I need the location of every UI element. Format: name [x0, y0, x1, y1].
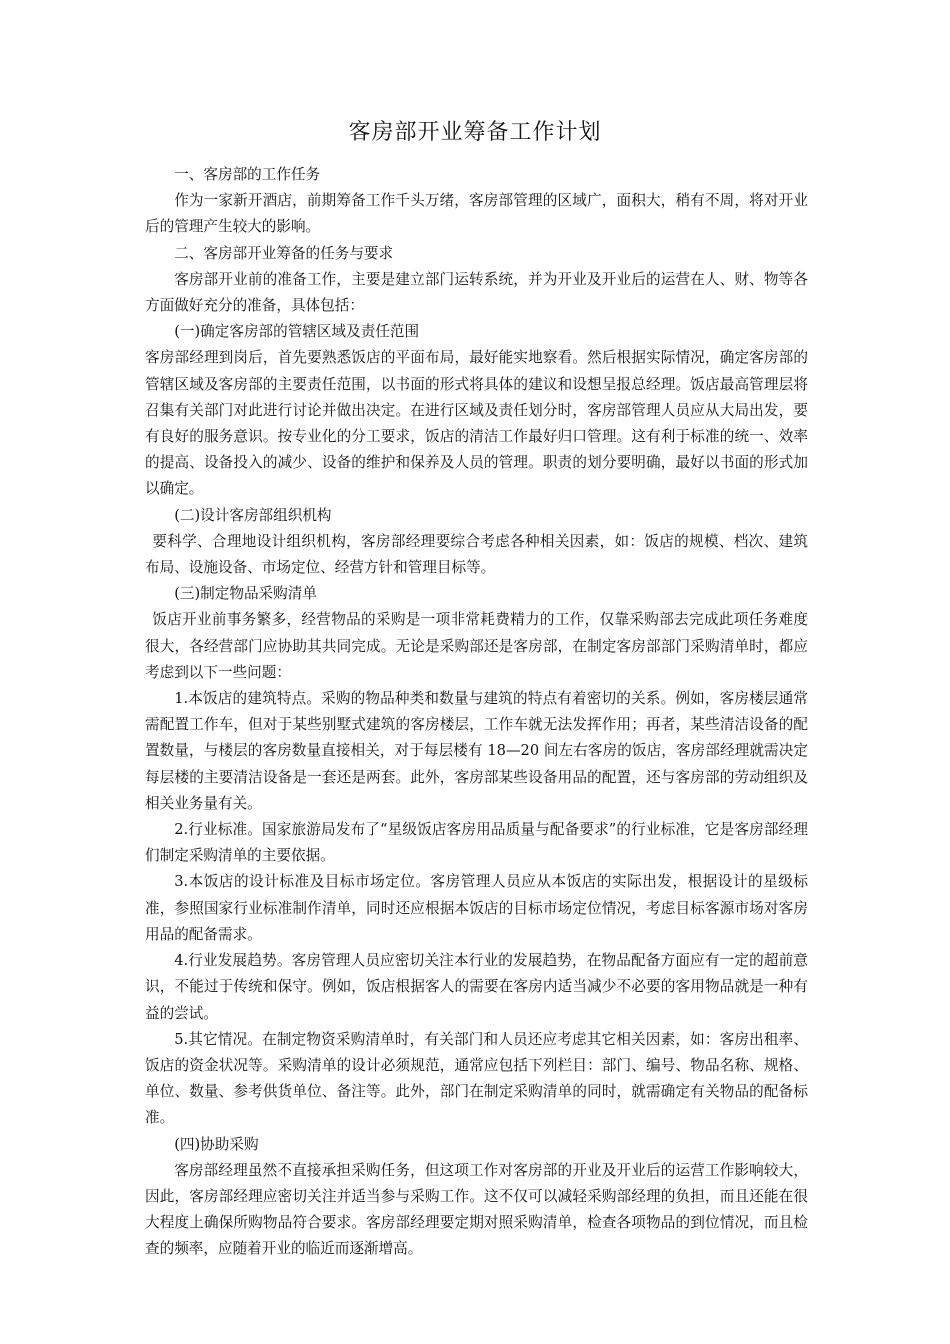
subsection-heading: (一)确定客房部的管辖区域及责任范围 [174, 323, 420, 341]
paragraph: 饭店开业前事务繁多，经营物品的采购是一项非常耗费精力的工作，仅靠采购部去完成此项任务难度很大，各经营部门应协助其共同完成。无论是采购部还是客房部，在制定客房部部门采购清单时，都应考虑到以下一些问题： [145, 611, 808, 681]
list-item: 5.其它情况。在制定物资采购清单时，有关部门和人员还应考虑其它相关因素，如：客房出租率、饭店的资金状况等。采购清单的设计必须规范，通常应包括下列栏目：部门、编号、物品名称、规格、单位、数量、参考供货单位、备注等。此外，部门在制定采购清单的同时，就需确定有关物品的配备标准。 [145, 1030, 808, 1127]
paragraph: 作为一家新开酒店，前期筹备工作千头万绪，客房部管理的区域广，面积大，稍有不周，将对开业后的管理产生较大的影响。 [145, 192, 808, 236]
section-heading: 一、客房部的工作任务 [174, 166, 321, 183]
paragraph: 客房部经理虽然不直接承担采购任务，但这项工作对客房部的开业及开业后的运营工作影响较大，因此，客房部经理应密切关注并适当参与采购工作。这不仅可以减轻采购部经理的负担，而且还能在很大程度上确保所购物品符合要求。客房部经理要定期对照采购清单，检查各项物品的到位情况，而且检查的频率，应随着开业的临近而逐渐增高。 [145, 1161, 808, 1258]
list-item: 2.行业标准。国家旅游局发布了“星级饭店客房用品质量与配备要求”的行业标准，它是客房部经理们制定采购清单的主要依据。 [145, 821, 808, 865]
section-heading: 二、客房部开业筹备的任务与要求 [174, 244, 394, 262]
list-item: 4.行业发展趋势。客房管理人员应密切关注本行业的发展趋势，在物品配备方面应有一定的超前意识，不能过于传统和保守。例如，饭店根据客人的需要在客房内适当减少不必要的客用物品就是一种有益的尝试。 [145, 952, 808, 1022]
paragraph: 客房部经理到岗后，首先要熟悉饭店的平面布局，最好能实地察看。然后根据实际情况，确定客房部的管辖区域及客房部的主要责任范围，以书面的形式将具体的建议和设想呈报总经理。饭店最高管理层将召集有关部门对此进行讨论并做出决定。在进行区域及责任划分时，客房部管理人员应从大局出发，要有良好的服务意识。按专业化的分工要求，饭店的清洁工作最好归口管理。这有利于标准的统一、效率的提高、设备投入的减少、设备的维护和保养及人员的管理。职责的划分要明确，最好以书面的形式加以确定。 [145, 349, 808, 498]
subsection-heading: (三)制定物品采购清单 [174, 585, 317, 603]
list-item: 3.本饭店的设计标准及目标市场定位。客房管理人员应从本饭店的实际出发，根据设计的星级标准，参照国家行业标准制作清单，同时还应根据本饭店的目标市场定位情况，考虑目标客源市场对客房用品的配备需求。 [145, 873, 808, 943]
list-item: 1.本饭店的建筑特点。采购的物品种类和数量与建筑的特点有着密切的关系。例如，客房楼层通常需配置工作车，但对于某些别墅式建筑的客房楼层，工作车就无法发挥作用；再者，某些清洁设备的配置数量，与楼层的客房数量直接相关，对于每层楼有 18—20 间左右客房的饭店，客房部经理就需决定每层楼的主要清洁设备是一套还是两套。此外，客房部某些设备用品的配置，还与客房部的劳动组织及相关业务量有关。 [145, 690, 808, 812]
paragraph: 要科学、合理地设计组织机构，客房部经理要综合考虑各种相关因素，如：饭店的规模、档次、建筑布局、设施设备、市场定位、经营方针和管理目标等。 [145, 532, 808, 577]
subsection-heading: (四)协助采购 [174, 1135, 259, 1153]
paragraph: 客房部开业前的准备工作，主要是建立部门运转系统，并为开业及开业后的运营在人、财、物等各方面做好充分的准备，具体包括： [145, 270, 808, 315]
document-body [145, 162, 808, 1263]
subsection-heading: (二)设计客房部组织机构 [174, 506, 332, 524]
document-title: 客房部开业筹备工作计划 [348, 120, 602, 145]
